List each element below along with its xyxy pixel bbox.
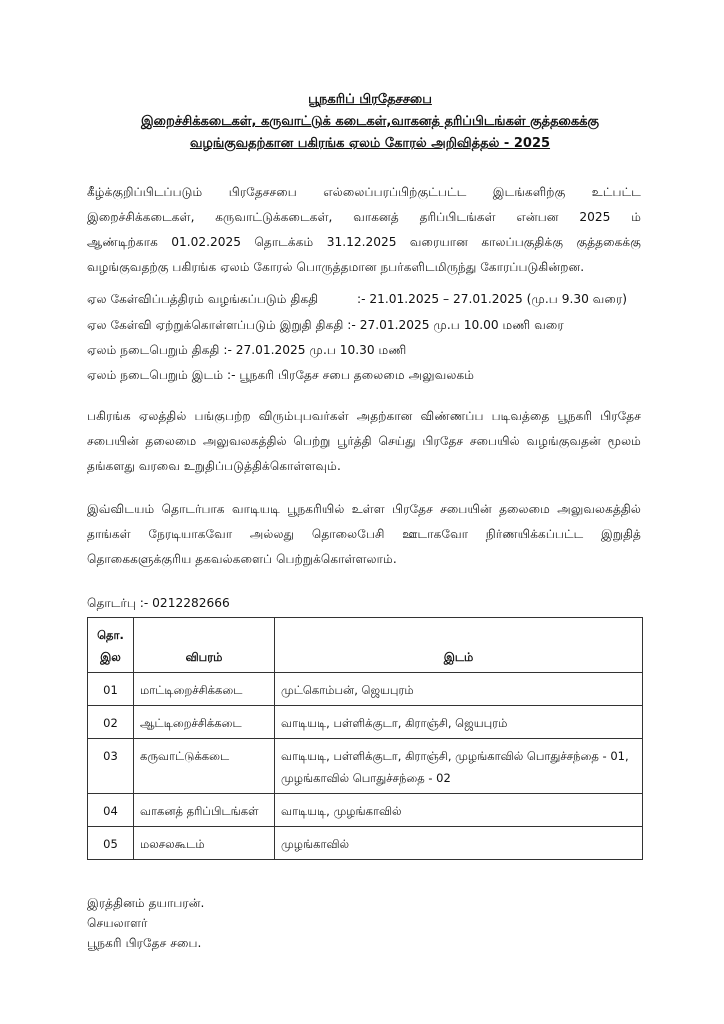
row-location: வாடியடி, முழங்காவில் [275, 794, 643, 827]
table-row [88, 739, 643, 794]
enquiry-line: தொகைகளுக்குரிய தகவல்களைப் பெற்றுக்கொள்ளலாம். [87, 552, 397, 566]
header-description: விபரம் [134, 618, 275, 673]
enquiry-line: இவ்விடயம் தொடர்பாக வாடியடி பூநகரியில் உள்ள பிரதேச சபையின் தலைமை அலுவலகத்தில் [87, 502, 641, 516]
table-row [88, 794, 643, 827]
row-number: 01 [88, 673, 134, 706]
table-header-row [88, 618, 643, 673]
signature-block [87, 893, 204, 953]
intro-line: கீழ்க்குறிப்பிடப்படும் பிரதேசசபை எல்லைப்பரப்பிற்குட்பட்ட இடங்களிற்கு உட்பட்ட [87, 185, 641, 199]
contact-phone: தொடர்பு :- 0212282666 [87, 596, 230, 610]
row-description: கருவாட்டுக்கடை [134, 739, 275, 794]
auction-date: ஏலம் நடைபெறும் திகதி :- 27.01.2025 மு.ப 10.30 மணி [87, 343, 407, 357]
row-number: 03 [88, 739, 134, 794]
title-subject: இறைச்சிக்கடைகள், கருவாட்டுக் கடைகள்,வாகனத் தரிப்பிடங்கள் குத்தகைக்கு [141, 114, 599, 129]
row-number: 02 [88, 706, 134, 739]
title-council: பூநகரிப் பிரதேசசபை [308, 92, 432, 107]
header-location: இடம் [275, 618, 643, 673]
enquiry-paragraph [87, 497, 641, 572]
row-location: முட்கொம்பன், ஜெயபுரம் [275, 673, 643, 706]
lease-table [87, 617, 643, 860]
instructions-line: தங்களது வரவை உறுதிப்படுத்திக்கொள்ளவும். [87, 459, 341, 473]
row-description: வாகனத் தரிப்பிடங்கள் [134, 794, 275, 827]
table-row [88, 673, 643, 706]
signatory-designation: செயலாளர் [87, 916, 148, 930]
instructions-line: சபையின் தலைமை அலுவலகத்தில் பெற்று பூர்த்தி செய்து பிரதேச சபையில் வழங்குவதன் மூலம் [87, 434, 641, 448]
header-serial-line2: இல [100, 650, 121, 664]
row-description: மலசலகூடம் [134, 827, 275, 860]
header-serial-no [88, 618, 134, 673]
signatory-office: பூநகரி பிரதேச சபை. [87, 936, 202, 950]
table-row [88, 706, 643, 739]
row-description: மாட்டிறைச்சிக்கடை [134, 673, 275, 706]
row-location: வாடியடி, பள்ளிக்குடா, கிராஞ்சி, ஜெயபுரம் [275, 706, 643, 739]
signatory-name: இரத்தினம் தயாபரன். [87, 896, 205, 910]
row-number: 04 [88, 794, 134, 827]
table-row [88, 827, 643, 860]
intro-paragraph [87, 180, 641, 280]
auction-venue: ஏலம் நடைபெறும் இடம் :- பூநகரி பிரதேச சபை தலைமை அலுவலகம் [87, 368, 475, 382]
intro-line: இறைச்சிக்கடைகள், கருவாட்டுக்கடைகள், வாகனத் தரிப்பிடங்கள் என்பன 2025 ம் [87, 210, 641, 224]
enquiry-line: தாங்கள் நேரடியாகவோ அல்லது தொலைபேசி ஊடாகவோ நிர்ணயிக்கப்பட்ட இறுதித் [87, 527, 641, 541]
row-location: முழங்காவில் [275, 827, 643, 860]
row-description: ஆட்டிறைச்சிக்கடை [134, 706, 275, 739]
row-location: வாடியடி, பள்ளிக்குடா, கிராஞ்சி, முழங்காவில் பொதுச்சந்தை - 01, முழங்காவில் பொதுச்சந்தை - 02 [275, 739, 643, 794]
intro-line: வழங்குவதற்கு பகிரங்க ஏலம் கோரல் பொருத்தமான நபர்களிடமிருந்து கோரப்படுகின்றன. [87, 260, 585, 274]
header-serial-line1: தொ. [97, 628, 124, 642]
intro-line: ஆண்டிற்காக 01.02.2025 தொடக்கம் 31.12.2025 வரையான காலப்பகுதிக்கு குத்தகைக்கு [87, 235, 641, 249]
issue-dates: ஏல கேள்விப்பத்திரம் வழங்கப்படும் திகதி :- 21.01.2025 – 27.01.2025 (மு.ப 9.30 வரை) [87, 292, 627, 306]
title-announcement: வழங்குவதற்கான பகிரங்க ஏலம் கோரல் அறிவித்தல் - 2025 [189, 136, 551, 151]
row-number: 05 [88, 827, 134, 860]
instructions-line: பகிரங்க ஏலத்தில் பங்குபற்ற விரும்புபவர்கள் அதற்கான விண்ணப்ப படிவத்தை பூநகரி பிரதேச [87, 409, 641, 423]
closing-date: ஏல கேள்வி ஏற்றுக்கொள்ளப்படும் இறுதி திகதி :- 27.01.2025 மு.ப 10.00 மணி வரை [87, 318, 564, 332]
instructions-paragraph [87, 404, 641, 479]
